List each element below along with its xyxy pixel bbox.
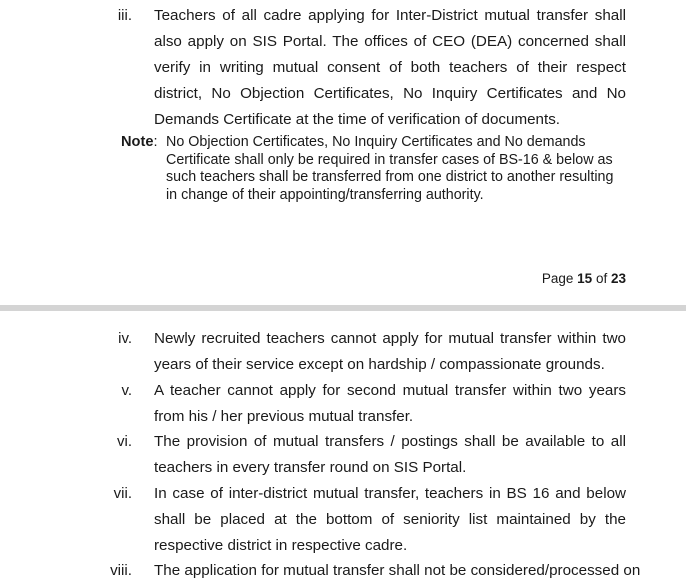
list-item-text: Newly recruited teachers cannot apply for mutual transfer within two years of their service except on hardship / compassionate grounds.	[154, 330, 626, 373]
total-pages-number: 23	[610, 271, 626, 286]
note-label: Note:	[121, 134, 158, 150]
list-item-number: iv.	[118, 330, 132, 347]
list-item-viii-number-partial: viii.	[110, 562, 132, 579]
list-item-viii-text-partial: The application for mutual transfer shall not be considered/processed on	[154, 562, 641, 579]
list-item-text: In case of inter-district mutual transfer, teachers in BS 16 and below shall be placed at the bottom of seniority list maintained by the respective district in respective cadre.	[154, 485, 626, 554]
list-item-text: The provision of mutual transfers / postings shall be available to all teachers in every transfer round on SIS Portal.	[154, 433, 626, 476]
page-of-label: of	[595, 271, 608, 286]
current-page-number: 15	[577, 271, 593, 286]
list-item-number: vi.	[117, 433, 132, 450]
page-label: Page	[541, 271, 574, 286]
page-number-footer	[542, 270, 626, 288]
list-item-number: vii.	[113, 485, 132, 502]
list-item-text: A teacher cannot apply for second mutual transfer within two years from his / her previous mutual transfer.	[154, 382, 626, 425]
document-page-16	[0, 311, 686, 579]
list-item-text: Teachers of all cadre applying for Inter-District mutual transfer shall also apply on SIS Portal. The offices of CEO (DEA) concerned shall verify in writing mutual consent of both teachers of their respect district, No Objection Certificates, No Inquiry Certificates and No Demands Certificate at the time of verification of documents.	[154, 7, 626, 128]
list-item-number: iii.	[117, 7, 132, 24]
note-text: No Objection Certificates, No Inquiry Certificates and No demands Certificate shall only be required in transfer cases of BS-16 & below as such teachers shall be transferred from one district to another resulting in change of their appointing/transferring authority.	[166, 134, 614, 203]
list-item-number: v.	[121, 382, 132, 399]
